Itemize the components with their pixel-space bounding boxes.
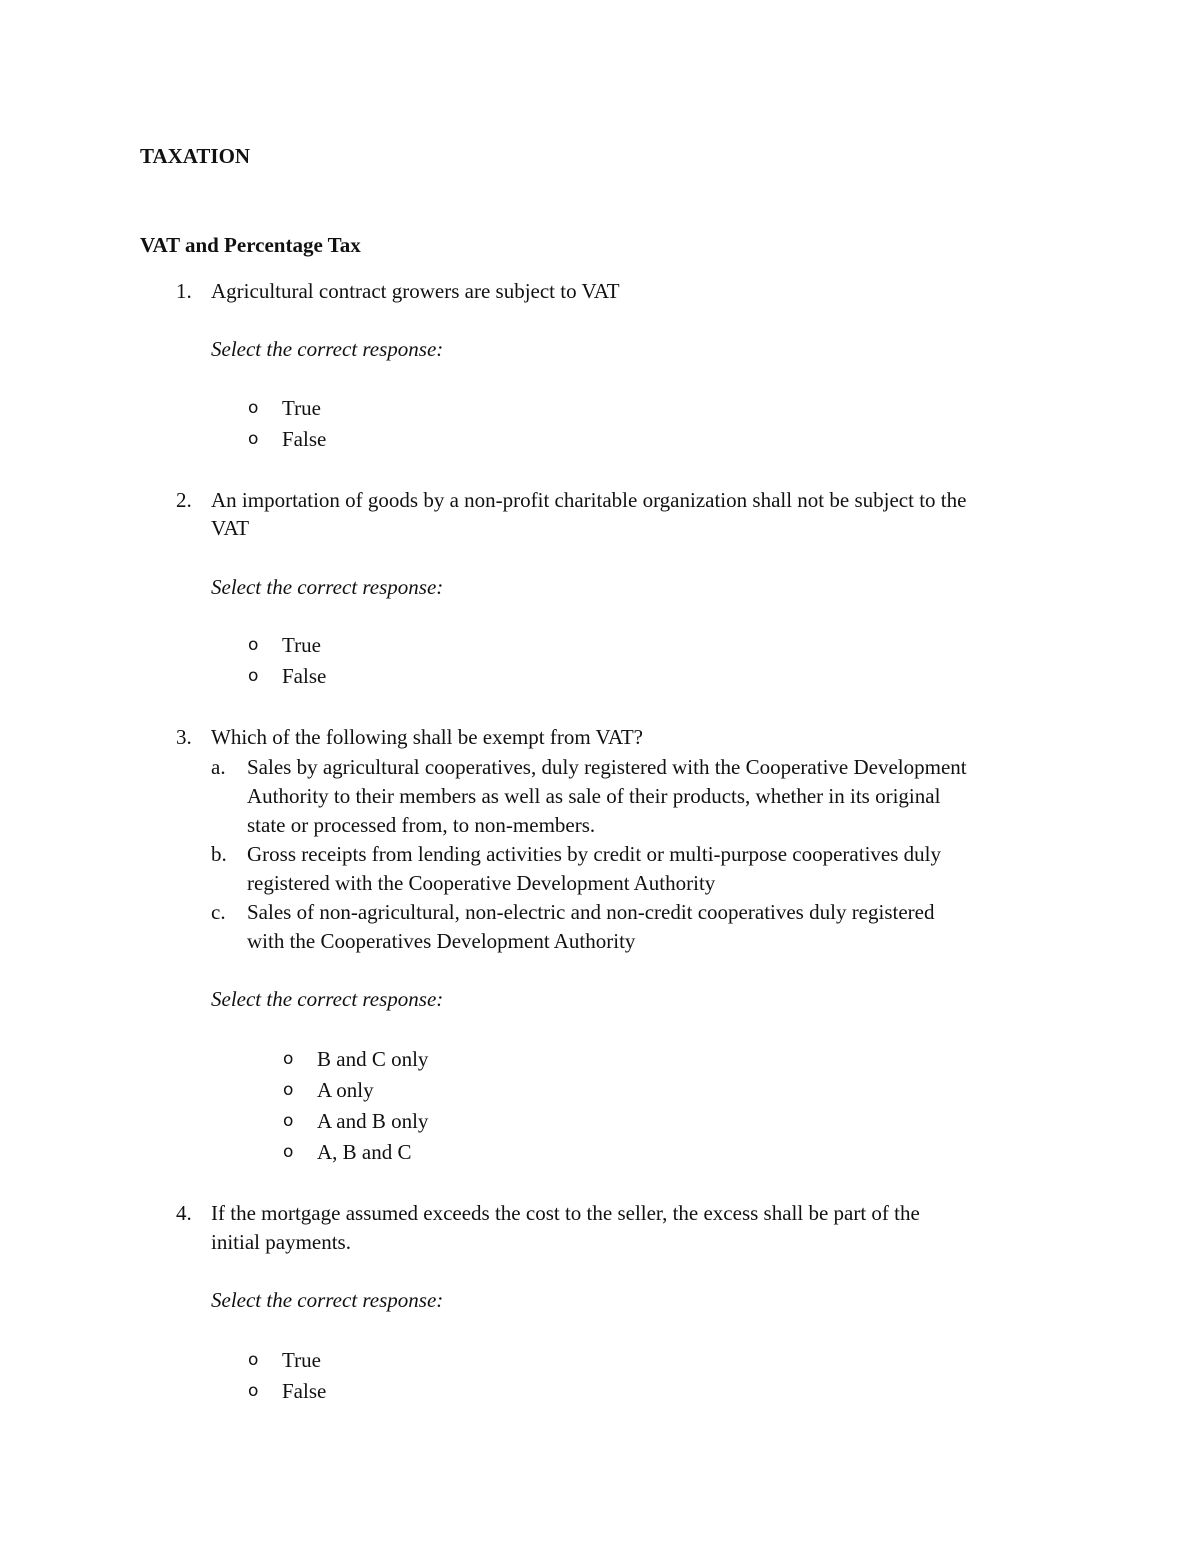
bullet-icon: o [283, 1142, 294, 1162]
choice-option[interactable]: A, B and C [317, 1140, 412, 1164]
choice-option[interactable]: False [282, 664, 327, 688]
document-title: TAXATION [140, 144, 251, 168]
question-number: 1. [176, 279, 192, 303]
choice-option[interactable]: True [282, 633, 321, 657]
question-number: 3. [176, 725, 192, 749]
bullet-icon: o [248, 1381, 259, 1401]
choice-option[interactable]: False [282, 427, 327, 451]
sub-item-text: registered with the Cooperative Development Authority [247, 871, 716, 895]
sub-item-text: with the Cooperatives Development Authority [247, 929, 636, 953]
choice-option[interactable]: A and B only [317, 1109, 429, 1133]
bullet-icon: o [283, 1111, 294, 1131]
bullet-icon: o [248, 429, 259, 449]
bullet-icon: o [248, 1350, 259, 1370]
sub-item-text: Sales of non-agricultural, non-electric and non-credit cooperatives duly registered [247, 900, 935, 924]
sub-item-text: Sales by agricultural cooperatives, duly registered with the Cooperative Development [247, 755, 967, 779]
sub-item-text: Gross receipts from lending activities by credit or multi-purpose cooperatives duly [247, 842, 941, 866]
question-text: Agricultural contract growers are subject to VAT [211, 279, 620, 303]
bullet-icon: o [283, 1049, 294, 1069]
sub-item-letter: a. [211, 755, 226, 779]
response-prompt: Select the correct response: [211, 337, 444, 361]
question-number: 4. [176, 1201, 192, 1225]
response-prompt: Select the correct response: [211, 987, 444, 1011]
question-text: If the mortgage assumed exceeds the cost to the seller, the excess shall be part of the [211, 1201, 920, 1225]
sub-item-text: Authority to their members as well as sale of their products, whether in its original [247, 784, 941, 808]
section-heading: VAT and Percentage Tax [140, 233, 361, 257]
choice-option[interactable]: B and C only [317, 1047, 429, 1071]
question-text: Which of the following shall be exempt from VAT? [211, 725, 643, 749]
sub-item-letter: b. [211, 842, 227, 866]
bullet-icon: o [248, 635, 259, 655]
question-text: initial payments. [211, 1230, 351, 1254]
choice-option[interactable]: True [282, 1348, 321, 1372]
bullet-icon: o [248, 666, 259, 686]
question-number: 2. [176, 488, 192, 512]
question-text: VAT [211, 516, 250, 540]
bullet-icon: o [283, 1080, 294, 1100]
sub-item-text: state or processed from, to non-members. [247, 813, 596, 837]
question-text: An importation of goods by a non-profit charitable organization shall not be subject to the [211, 488, 967, 512]
choice-option[interactable]: True [282, 396, 321, 420]
sub-item-letter: c. [211, 900, 226, 924]
choice-option[interactable]: A only [317, 1078, 374, 1102]
response-prompt: Select the correct response: [211, 575, 444, 599]
choice-option[interactable]: False [282, 1379, 327, 1403]
response-prompt: Select the correct response: [211, 1288, 444, 1312]
bullet-icon: o [248, 398, 259, 418]
